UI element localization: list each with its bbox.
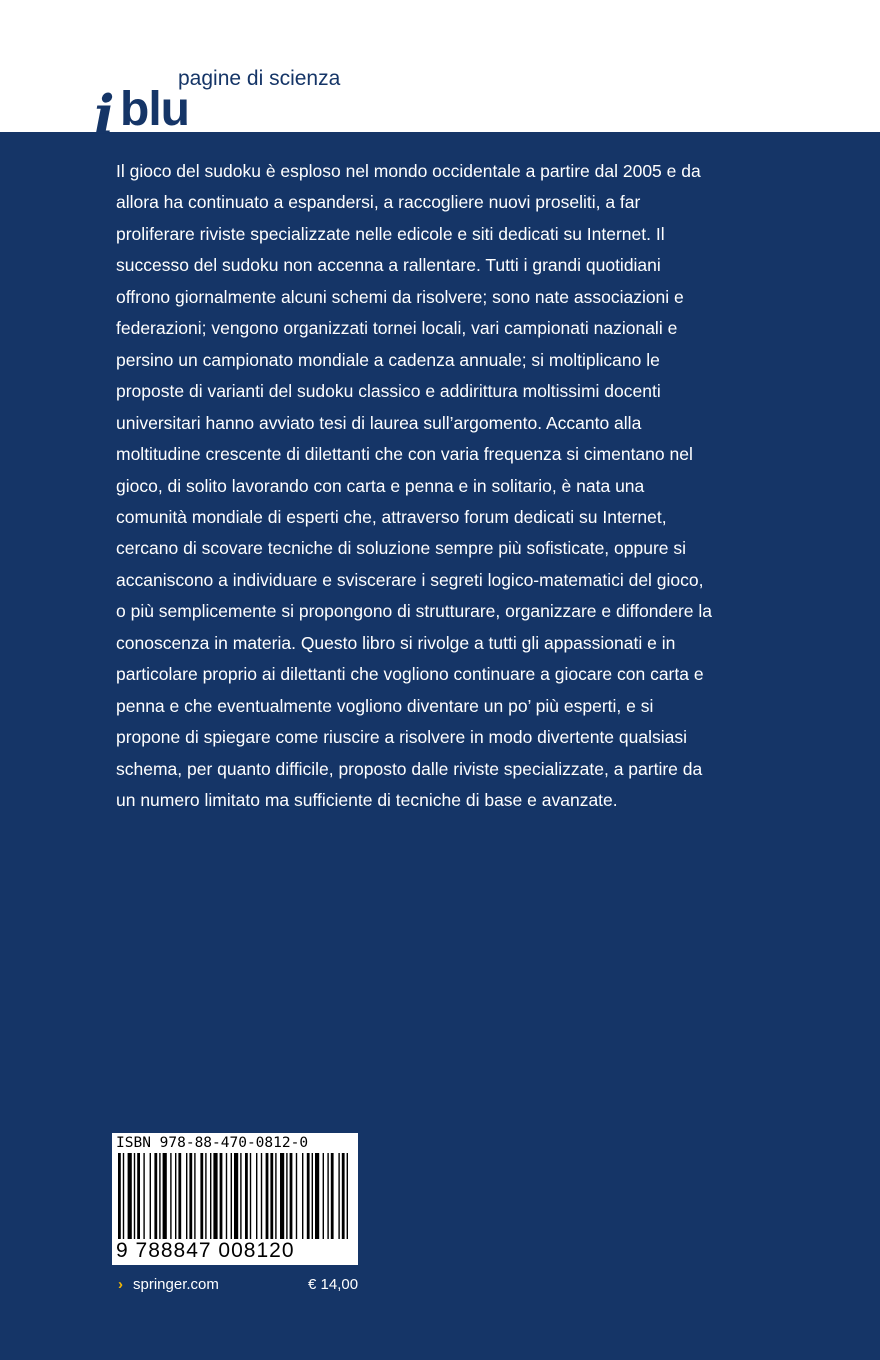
chevron-right-icon: › xyxy=(118,1276,123,1293)
barcode-bar xyxy=(307,1153,310,1239)
barcode-bar xyxy=(275,1153,276,1239)
barcode-bar xyxy=(194,1153,195,1239)
barcode-bar xyxy=(315,1153,319,1239)
barcode-bar xyxy=(123,1153,124,1239)
barcode-bar xyxy=(256,1153,257,1239)
logo-i-letter: i xyxy=(94,83,115,147)
barcode-bars xyxy=(116,1153,354,1239)
barcode-bar xyxy=(270,1153,273,1239)
price: € 14,00 xyxy=(308,1276,359,1293)
barcode-bar xyxy=(205,1153,206,1239)
back-cover-blurb: Il gioco del sudoku è esploso nel mondo occidentale a partire dal 2005 e da allora ha continuato a espandersi, a raccogliere nuovi proseliti, a far proliferare riviste specializzate nelle edicole e siti dedicati su Internet. Il successo del sudoku non accenna a rallentare. Tutti i grandi quotidiani offrono giornalmente alcuni schemi da risolvere; sono nate associazioni e federazioni; vengono organizzati tornei locali, vari campionati nazionali e persino un campionato mondiale a cadenza annuale; si moltiplicano le proposte di varianti del sudoku classico e addirittura moltissimi docenti universitari hanno avviato tesi di laurea sull’argomento. Accanto alla moltitudine crescente di dilettanti che con varia frequenza si cimentano nel gioco, di solito lavorando con carta e penna e in solitario, è nata una comunità mondiale di esperti che, attraverso forum dedicati su Internet, cercano di scovare tecniche di soluzione sempre più sofisticate, oppure si accaniscono a individuare e sviscerare i segreti logico-matematici del gioco, o più semplicemente si propongono di strutturare, organizzare e diffondere la conoscenza in materia. Questo libro si rivolge a tutti gli appassionati e in particolare proprio ai dilettanti che vogliono continuare a giocare con carta e penna e che eventualmente vogliono diventare un po’ più esperti, e si propone di spiegare come riuscire a risolvere in modo divertente qualsiasi schema, per quanto difficile, proposto dalle riviste specializzate, a partire da un numero limitato ma sufficiente di tecniche di base e avanzate. xyxy=(116,161,712,811)
barcode-bar xyxy=(323,1153,324,1239)
barcode-bar xyxy=(296,1153,297,1239)
barcode-bar xyxy=(128,1153,132,1239)
barcode-bar xyxy=(118,1153,121,1239)
barcode-bar xyxy=(327,1153,328,1239)
ean-digits: 9 788847 008120 xyxy=(116,1239,295,1262)
barcode-bar xyxy=(137,1153,140,1239)
publisher-website[interactable]: springer.com xyxy=(133,1276,219,1293)
header-band xyxy=(0,0,880,147)
barcode-bar xyxy=(220,1153,223,1239)
barcode-bar xyxy=(286,1153,287,1239)
barcode-bar xyxy=(159,1153,160,1239)
barcode-bar xyxy=(213,1153,217,1239)
barcode-bar xyxy=(302,1153,303,1239)
barcode-bar xyxy=(261,1153,262,1239)
barcode-bar xyxy=(226,1153,227,1239)
barcode-bar xyxy=(210,1153,211,1239)
isbn-label: ISBN 978-88-470-0812-0 xyxy=(116,1135,309,1151)
barcode-bar xyxy=(234,1153,238,1239)
barcode-bar xyxy=(163,1153,167,1239)
isbn-barcode xyxy=(112,1133,358,1265)
logo-blu-letters: blu xyxy=(120,83,189,136)
barcode-bar xyxy=(245,1153,248,1239)
barcode-bar xyxy=(186,1153,187,1239)
barcode-bar xyxy=(150,1153,151,1239)
barcode-bar xyxy=(189,1153,192,1239)
barcode-bar xyxy=(231,1153,232,1239)
barcode-bar xyxy=(175,1153,176,1239)
barcode-bar xyxy=(266,1153,269,1239)
barcode-bar xyxy=(170,1153,171,1239)
series-name: pagine di scienza xyxy=(178,67,341,90)
barcode-bar xyxy=(154,1153,157,1239)
barcode-bar xyxy=(280,1153,284,1239)
barcode-bar xyxy=(178,1153,181,1239)
footer xyxy=(118,1274,378,1298)
barcode-bar xyxy=(134,1153,135,1239)
barcode-bar xyxy=(338,1153,339,1239)
barcode-bar xyxy=(143,1153,144,1239)
barcode-bar xyxy=(312,1153,313,1239)
barcode-bar xyxy=(200,1153,203,1239)
barcode-bar xyxy=(250,1153,251,1239)
barcode-bar xyxy=(347,1153,348,1239)
barcode-bar xyxy=(331,1153,334,1239)
barcode-bar xyxy=(290,1153,293,1239)
barcode-bar xyxy=(342,1153,345,1239)
barcode-bar xyxy=(240,1153,241,1239)
